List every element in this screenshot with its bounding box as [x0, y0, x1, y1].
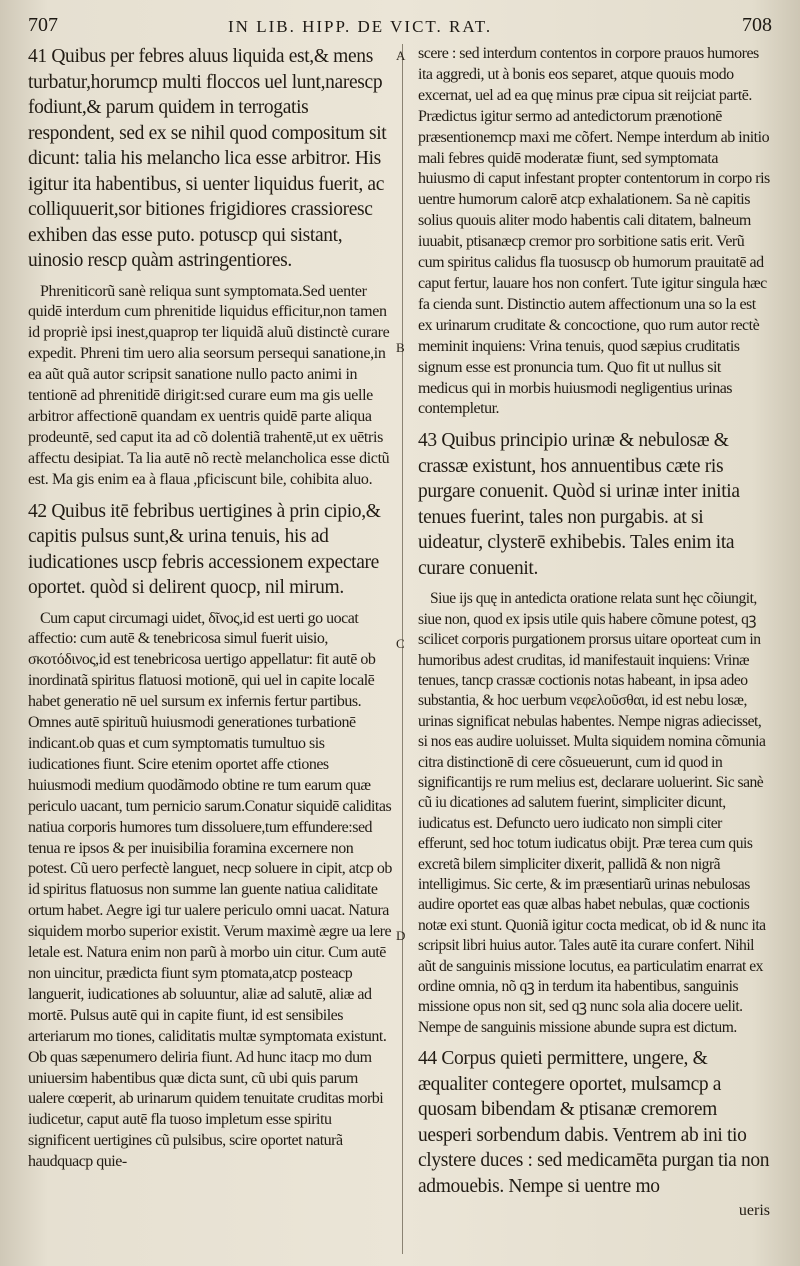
aphorism-44: 44 Corpus quieti permittere, ungere, & æqualiter contegere oportet, mulsamcp a quosam bibendam & ptisanæ cremorem uesperi sorbendum dabis. Ventrem ab ini tio clystere duces : sed medicamēta purgan tia non admouebis. Nempe si uentre mo — [418, 1048, 770, 1197]
margin-letter-a: A — [396, 48, 406, 63]
aphorism-42: 42 Quibus itē febribus uertigines à prin cipio,& capitis pulsus sunt,& urina tenuis, his ad iudicationes uscp febris accessionem expectare oportet. quòd si delirent quocp, nil mirum. — [28, 500, 381, 599]
left-column — [28, 44, 394, 1259]
margin-letter-d: D — [396, 928, 406, 943]
page-number-right: 708 — [742, 14, 772, 36]
catchword: ueris — [738, 1202, 770, 1220]
aphorism-41: 41 Quibus per febres aluus liquida est,& mens turbatur,horumcp multi floccos uel lunt,narescp fodiunt,& parum quidem in terrogatis respondent, sed ex se nihil quod compositum sit dicunt: talia his melancho lica esse arbitror. His igitur ita habentibus, si uenter liquidus fuerit, ac colliquuerit,sor bitiones frigidiores crassioresc exhiben das esse puto. potuscp qui sistant, uinosio rescp quàm astringentiores. — [28, 46, 387, 271]
commentary-41: Phreniticorũ sanè reliqua sunt symptomata.Sed uenter quidē interdum cum phrenitide liquidus efficitur,non tamen id propriè ipsi inest,quaprop ter liquidã aluũ distinctè curare expedit. Phreni tim uero alia seorsum persequi sanatione,in ea aũt quã autor scripsit sanatione nullo pacto animi in tentionē ad phrenitidē dirigit:sed curare eum ma gis uelle arbitror affectionē quandam ex uentris quidē parte aliqua prodeuntē, sed caput ita ad cõ dolentiã trahentē,ut ex uētris affectu desipiat. Ta lia autē nõ rectè melancholica esse dictũ est. Ma gis enim ea à flaua ,pficiscunt bile, cohibita aluo. — [28, 282, 390, 488]
aphorism-43: 43 Quibus principio urinæ & nebulosæ & crassæ existunt, hos annuentibus cæte ris purgare conuenit. Quòd si urinæ inter initia tenues fuerint, tales non purgabis. at si uideatur, clysterē exhibebis. Tales enim ita curare conuenit. — [418, 430, 740, 579]
right-column — [418, 44, 770, 1259]
page-number-left: 707 — [28, 14, 58, 36]
running-header — [28, 14, 772, 40]
commentary-41-continued: scere : sed interdum contentos in corpore prauos humores ita aggredi, ut à bonis eos separet, atque quouis modo excernat, uel ad ea quę minus præ cipua sit reijciat partē. Prædictus igitur sermo ad antedictorum prænotionē præsentionemcp maxi me cõfert. Nempe interdum ab initio mali febres quidē moderatæ fiunt, sed symptomata huiusmo di caput infestant propter contentorum in corpo ris uentre humorum calorē atcp exhalationem. Sa nè capitis solius quouis aliter modo habentis cali ditatem, balneum iuuabit, ptisanæcp cremor pro sorbitione satis erit. Verũ cum spiritus calidus fla tuosuscp ob humorum prauitatē ad caput fertur, lauare hos non confert. Tute igitur singula hæc fa cienda sunt. Distinctio autem affectionum una so la est ex urinarum cruditate & concoctione, quo rum autor rectè meminit inquiens: Vrina tenuis, quod sæpius cruditatis signum esse est pronuncia tum. Quo fit ut nullus sit medicus qui in morbis huiusmodi negligentius urinas contempletur. — [418, 45, 770, 418]
commentary-42: Cum caput circumagi uidet, δῖνος,id est uerti go uocat affectio: cum autē & tenebricosa simul fuerit uisio, σκοτόδινος,id est tenebricosa uertigo appellatur: fit autē ob inordinatã spiritus flatuosi motionē, qui uel in capite localē habet generatio nē uel sursum ex infernis fertur partibus. Omnes autē spirituũ huiusmodi generationes turbationē indicant.ob quas et cum symptomatis tumultuo sis iudicationes fiunt. Scire etenim oportet affe ctiones huiusmodi medium quodãmodo obtine re tum earum quæ periculo uacant, tum pernicio sarum.Conatur siquidē caliditas natiua corporis humores tum dissoluere,tum effundere:sed tenua re ipsos & per inuisibilia foramina excernere non potest. Cũ uero perfectè languet, necp soluere in cipit, atcp ob id spiritus flatuosus non summe lan guente natiua caliditate ortum habet. Aegre igi tur ualere periculo omni uacat. Natura siquidem morbo superior existit. Verum maximè ægre ua lere letale est. Natura enim non parũ à morbo uin citur. Cum autē non uincitur, prædicta fiunt sym ptomata,atcp posteacp languerit, iudicationes ab soluuntur, aliæ ad salutē, aliæ ad mortē. Pulsus autē qui in capite fiunt, id est sensibiles arteriarum mo tiones, caliditatis multæ symptomata existunt. Ob quas sæpenumero deliria fiunt. Ad hunc itacp mo dum uniuersim habentibus quæ dicta sunt, cũ ubi quis parum ualere cœperit, ab urinarum quidem tenuitate cruditas morbi iudicetur, caput autē fla tuoso impletum esse spiritu significent uertigines cũ pulsibus, scire oportet naturã haudquacp quie- — [28, 609, 392, 1171]
margin-letter-b: B — [396, 340, 405, 355]
running-title: IN LIB. HIPP. DE VICT. RAT. — [228, 17, 493, 36]
commentary-43: Siue ijs quę in antedicta oratione relata sunt hęc cõiungit, siue non, quod ex ipsis utile quis habere cõmune potest, qꝫ scilicet corporis purgationem prorsus uitare oporteat cum in humoribus adest cruditas, id manifestauit inquiens: Vrinæ tenues, tancp crassæ coctionis notas habeant, in ipsa adeo substantia, & hoc uerbum νεφελοῦσθαι, id est nebu losæ, urinas significat nebulas habentes. Nempe nigras adiecisset, si nos eas audire uoluisset. Multa siquidem nomina cõmunia citra distinctionē di cere cõsueuerunt, cum id quod in significantijs re rum melius est, declarare uoluerint. Sic sanè cũ iu dicationes ad salutem fuerint, simpliciter dicunt, iudicatus est. Defuncto uero iudicato non simpli citer efferunt, sed hoc totum iudicatus obijt. Præ terea cum quis excretã bilem simpliciter dixerit, pallidã & non nigrã intelligimus. Sic certe, & im præsentiarũ urinas nebulosas audire oportet eas quæ albas habet nebulas, quæ coctionis notæ exi stunt. Quoniã igitur cocta medicat, ob id & nunc ita scripsit libri huius autor. Tales autē ita curare confert. Nihil aũt de sanguinis missione locutus, ea particulatim enarrat ex ordine omnia, nõ qꝫ in terdum ita habentibus, sanguinis missione opus non sit, sed qꝫ nunc sola alia docere uelit. Nempe de sanguinis missione abunde supra est dictum. — [418, 590, 766, 1036]
margin-letter-c: C — [396, 636, 405, 651]
